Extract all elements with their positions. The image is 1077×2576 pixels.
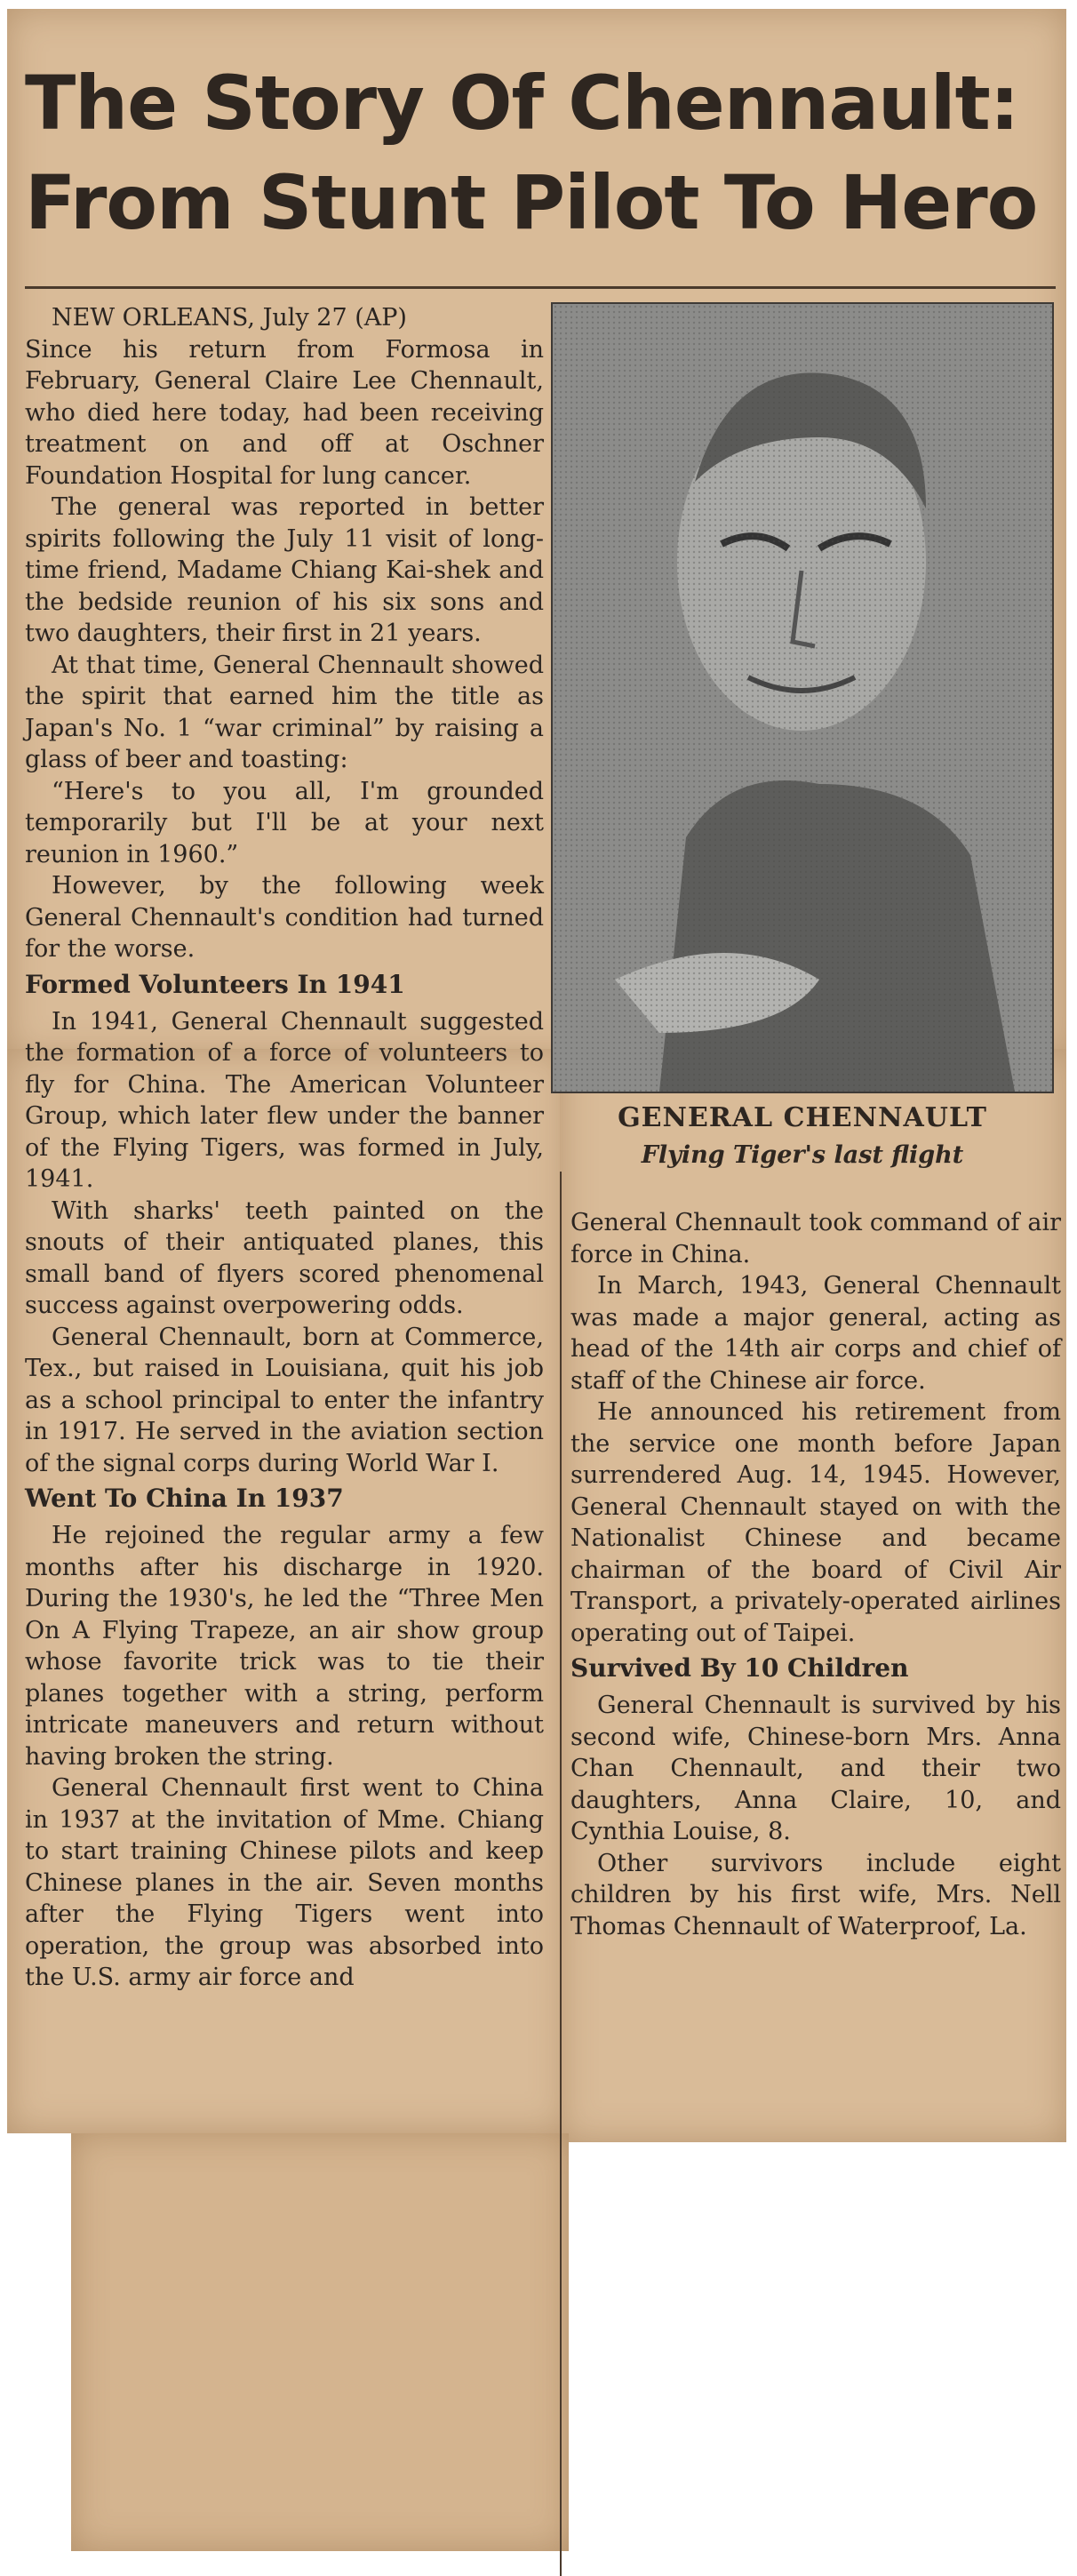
article-paragraph: In March, 1943, General Chennault was made a major general, acting as head of the 14th air corps and chief of staff of the Chinese air force. [570,1272,1061,1395]
article-paragraph: With sharks' teeth painted on the snouts of their antiquated planes, this small band of flyers scored phenomenal success against overpowering odds. [25,1196,544,1319]
article-paragraph: He rejoined the regular army a few months after his discharge in 1920. During the 1930's, he led the “Three Men On A Flying Trapeze, an air show group whose favorite trick was to tie their planes together with a string, perform intricate maneuvers and return without having broken the string. [25,1522,544,1771]
article-paragraph: He announced his retirement from the service one month before Japan surrendered Aug. 14, 1945. However, General Chennault stayed on with the Nationalist Chinese and became chairman of the board of Civil Air Transport, a privately-operated airlines operating out of Taipei. [570,1398,1061,1647]
newspaper-clipping-torn-bottom [71,2133,569,2551]
headline-line-1: The Story Of Chennault: [25,60,1019,147]
photo-caption-name: GENERAL CHENNAULT [618,1102,987,1133]
headline-line-2: From Stunt Pilot To Hero [25,159,1038,246]
article-paragraph: However, by the following week General Chennault's condition had turned for the worse. [25,872,544,963]
article-paragraph: The general was reported in better spirits following the July 11 visit of long-time friend, Madame Chiang Kai-shek and the bedside reunion of his six sons and two daughters, their first in 21 years. [25,493,544,647]
column-divider [560,1172,562,2576]
article-paragraph: At that time, General Chennault showed the spirit that earned him the title as Japan's No. 1 “war criminal” by raising a glass of beer and toasting: [25,651,544,773]
right-article-column [570,1207,1061,1942]
article-paragraph: In 1941, General Chennault suggested the formation of a force of volunteers to fly for China. The American Volunteer Group, which later flew under the banner of the Flying Tigers, was formed in July, 1941. [25,1007,544,1193]
headline-rule [25,286,1056,289]
subheading-went-to-china: Went To China In 1937 [25,1484,344,1513]
dateline: NEW ORLEANS, July 27 (AP) [52,304,407,332]
article-paragraph: General Chennault is survived by his second wife, Chinese-born Mrs. Anna Chan Chennault, and their two daughters, Anna Claire, 10, and Cynthia Louise, 8. [570,1692,1061,1845]
headline [25,53,1056,252]
article-paragraph: “Here's to you all, I'm grounded temporarily but I'll be at your next reunion in 1960.” [25,777,544,868]
article-paragraph: General Chennault first went to China in 1937 at the invitation of Mme. Chiang to start training Chinese pilots and keep Chinese planes in the air. Seven months after the Flying Tigers went into operation, the group was absorbed into the U.S. army air force and [25,1774,544,1991]
article-paragraph: Other survivors include eight children by his first wife, Mrs. Nell Thomas Chennault of Waterproof, La. [570,1849,1061,1940]
portrait-figure [553,304,1052,1092]
portrait-photo [551,302,1054,1093]
left-article-column [25,302,544,1994]
photo-caption-subtitle: Flying Tiger's last flight [641,1141,964,1169]
article-paragraph: Since his return from Formosa in February, General Claire Lee Chennault, who died here today, had been receiving treatment on and off at Oschner Foundation Hospital for lung cancer. [25,335,544,490]
subheading-formed-volunteers: Formed Volunteers In 1941 [25,969,405,999]
subheading-survived-by: Survived By 10 Children [570,1653,909,1683]
article-paragraph: General Chennault took command of air force in China. [570,1209,1061,1268]
article-paragraph: General Chennault, born at Commerce, Tex., but raised in Louisiana, quit his job as a school principal to enter the infantry in 1917. He served in the aviation section of the signal corps during World War I. [25,1323,544,1477]
